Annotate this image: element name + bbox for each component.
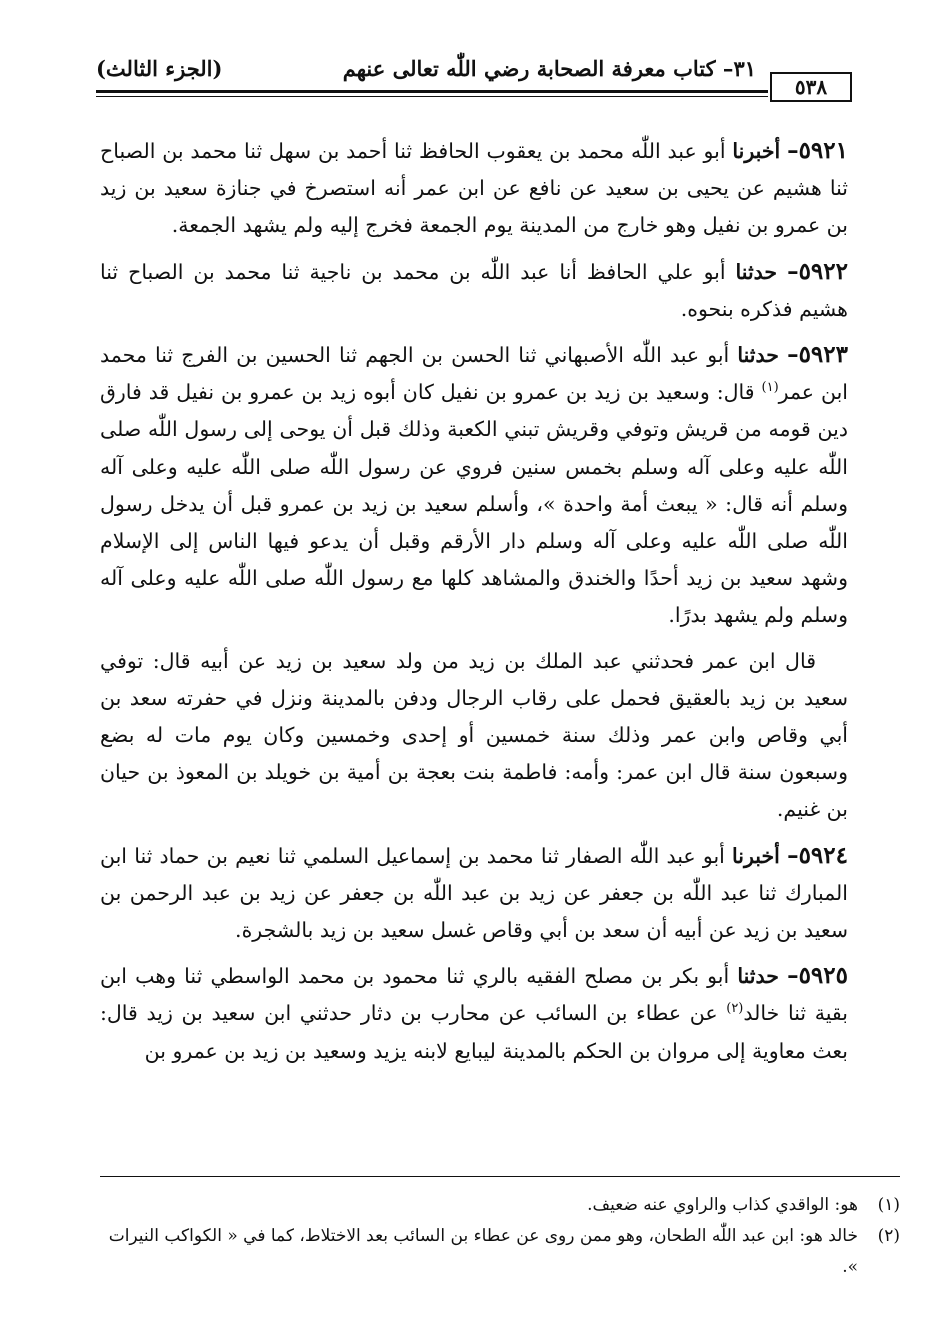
hadith-text: أبو بكر بن مصلح الفقيه بالري ثنا محمود بن محمد الواسطي ثنا وهب ابن بقية ثنا خالد	[100, 964, 848, 1026]
narration-text: قال ابن عمر فحدثني عبد الملك بن زيد من ولد سعيد بن زيد عن أبيه قال: توفي سعيد بن زيد بالعقيق فحمل على رقاب الرجال ودفن بالمدينة ونزل في حفرته سعد بن أبي وقاص وابن عمر وذلك سنة خمسين أو إحدى وخمسين وكان يوم مات له بضع وسبعون سنة قال ابن عمر: وأمه: فاطمة بنت بعجة بن أمية بن خويلد بن المعوذ بن حيان بن غنيم.	[100, 648, 848, 822]
transmission-keyword: أخبرنا	[732, 139, 781, 163]
transmission-keyword: أخبرنا	[732, 843, 780, 868]
header-rule-thick	[96, 90, 768, 93]
footnote-text: هو: الواقدي كذاب والراوي عنه ضعيف.	[587, 1195, 858, 1215]
page-header	[96, 44, 852, 99]
page-number: ٥٣٨	[770, 72, 852, 102]
volume-label: (الجزء الثالث)	[96, 56, 223, 81]
footnote-ref-1: (١)	[761, 380, 779, 396]
hadith-text: أبو عبد اللّٰه محمد بن يعقوب الحافظ ثنا أحمد بن سهل ثنا محمد بن الصباح ثنا هشيم عن يحيى بن سعيد عن نافع عن ابن عمر أنه استصرخ في جنازة سعيد بن زيد بن عمرو بن نفيل وهو خارج من المدينة يوم الجمعة فخرج إليه ولم يشهد الجمعة.	[100, 139, 848, 238]
hadith-text: أبو عبد اللّٰه الصفار ثنا محمد بن إسماعيل السلمي ثنا نعيم بن حماد ثنا ابن المبارك ثنا عبد اللّٰه بن جعفر عن زيد بن عبد اللّٰه بن جعفر عن زيد بن عبد الرحمن بن سعيد بن زيد عن أبيه أن سعد بن أبي وقاص غسل سعيد بن زيد بالشجرة.	[100, 843, 848, 943]
hadith-5921	[100, 132, 848, 245]
hadith-text: أبو علي الحافظ أنا عبد اللّٰه بن محمد بن ناجية ثنا محمد بن الصباح ثنا هشيم فذكره بنحوه.	[100, 259, 848, 321]
narration-paragraph	[100, 643, 848, 829]
footnote-number: (٢)	[877, 1226, 900, 1246]
transmission-keyword: حدثنا	[737, 964, 779, 989]
main-text	[100, 132, 848, 1078]
hadith-number: ٥٩٢٥–	[787, 962, 848, 990]
footnote-text: خالد هو: ابن عبد اللّٰه الطحان، وهو ممن روى عن عطاء بن السائب بعد الاختلاط، كما في « الكواكب النيرات ».	[108, 1226, 858, 1277]
footnote-ref-2: (٢)	[726, 1001, 744, 1017]
footnote-number: (١)	[877, 1195, 900, 1215]
hadith-5923	[100, 336, 848, 635]
transmission-keyword: حدثنا	[737, 343, 779, 368]
footnote-1	[100, 1190, 900, 1221]
hadith-number: ٥٩٢٣–	[787, 341, 848, 369]
hadith-text-continued: قال: وسعيد بن زيد بن عمرو بن نفيل كان أبوه زيد بن عمرو بن نفيل قد فارق دين قومه من قريش وتوفي وقريش تبني الكعبة وذلك قبل أن يوحى إلى رسول اللّٰه صلى اللّٰه عليه وعلى آله وسلم بخمس سنين فروي عن رسول اللّٰه صلى اللّٰه عليه وعلى آله وسلم أنه قال: « يبعث أمة واحدة »، وأسلم سعيد بن زيد بن عمرو قبل أن يدخل رسول اللّٰه صلى اللّٰه عليه وعلى آله وسلم دار الأرقم وقبل أن يدعو فيها الناس إلى الإسلام وشهد سعيد بن زيد أحدًا والخندق والمشاهد كلها مع رسول اللّٰه صلى اللّٰه عليه وعلى آله وسلم ولم يشهد بدرًا.	[100, 380, 848, 628]
chapter-title: ٣١– كتاب معرفة الصحابة رضي اللّٰه تعالى عنهم	[342, 56, 756, 81]
hadith-5924	[100, 837, 848, 950]
transmission-keyword: حدثنا	[735, 259, 778, 284]
hadith-text-continued: عن عطاء بن السائب عن محارب بن دثار حدثني ابن سعيد بن زيد قال: بعث معاوية إلى مروان بن الحكم بالمدينة ليبايع لابنه يزيد وسعيد بن زيد بن عمرو بن	[100, 1001, 848, 1063]
hadith-number: ٥٩٢١–	[787, 137, 848, 164]
hadith-text: أبو عبد اللّٰه الأصبهاني ثنا الحسن بن الجهم ثنا الحسين بن الفرج ثنا محمد ابن عمر	[100, 343, 848, 405]
header-rule-thin	[96, 96, 768, 97]
footnote-separator	[100, 1176, 900, 1177]
footnotes	[100, 1190, 900, 1283]
hadith-number: ٥٩٢٤–	[787, 841, 848, 869]
hadith-5922	[100, 253, 848, 328]
hadith-5925	[100, 957, 848, 1070]
hadith-number: ٥٩٢٢–	[787, 257, 848, 285]
footnote-2	[100, 1221, 900, 1283]
